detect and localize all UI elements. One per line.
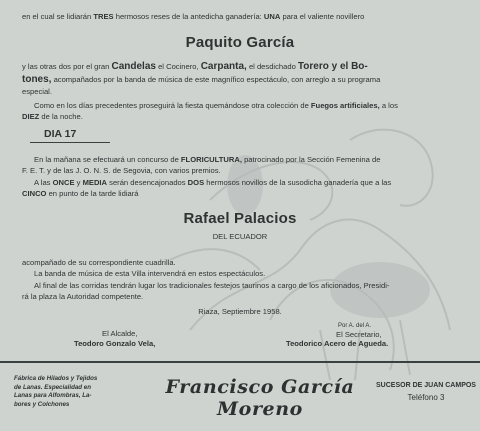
secretary-name: Teodorico Acero de Agueda. xyxy=(286,339,389,348)
para1-line2: tones, acompañados por la banda de música de este magnífico espectáculo, con arreglo a su programa xyxy=(22,74,381,85)
torero-origin: DEL ECUADOR xyxy=(212,232,268,241)
para1-line1: y las otras dos por el gran Candelas el Cocinero, Carpanta, el desdichado Torero y el Bo- xyxy=(22,61,368,72)
day-heading-rule xyxy=(30,142,110,143)
day-17-heading: DIA 17 xyxy=(44,128,77,140)
secretary-pre: Por A. del A. xyxy=(338,323,372,329)
para1-line3: especial. xyxy=(22,87,52,96)
para1-line5: DIEZ de la noche. xyxy=(22,112,83,121)
torero-name-paquito: Paquito García xyxy=(185,34,295,51)
mayor-name: Teodoro Gonzalo Vela, xyxy=(74,339,156,348)
para1-line4: Como en los días precedentes proseguirá la fiesta quemándose otra colección de Fuegos artificiales, a los xyxy=(34,101,398,110)
para2-line2: F. E. T. y de las J. O. N. S. de Segovia, con varios premios. xyxy=(22,166,221,175)
para2-line3: A las ONCE y MEDIA serán desencajonados DOS hermosos novillos de la susodicha ganadería que a las xyxy=(34,178,392,187)
date-line: Riaza, Septiembre 1958. xyxy=(198,307,282,316)
footer-phone: Teléfono 3 xyxy=(407,393,445,402)
para2-line4: CINCO en punto de la tarde lidiará xyxy=(22,189,139,198)
secretary-title: El Secretario, xyxy=(336,330,382,339)
footer-brand-name: Francisco García Moreno xyxy=(165,376,355,420)
para3-line1: acompañado de su correspondiente cuadrilla. xyxy=(22,258,176,267)
torero-name-rafael: Rafael Palacios xyxy=(183,210,297,227)
para3-line3: Al final de las corridas tendrán lugar los tradicionales festejos taurinos a cargo de los aficionados, Presidi- xyxy=(34,281,390,290)
para3-line2: La banda de música de esta Villa intervendrá en estos espectáculos. xyxy=(34,269,266,278)
intro-line: en el cual se lidiarán TRES hermosos reses de la antedicha ganadería: UNA para el valiente novillero xyxy=(22,12,365,21)
para3-line4: rá la plaza la Autoridad competente. xyxy=(22,292,144,301)
footer-rule xyxy=(0,361,480,363)
footer-company-description: Fábrica de Hilados y Tejidos de Lanas. Especialidad en Lanas para Alfombras, La- bores y Colchones xyxy=(14,375,98,408)
footer-successor: SUCESOR DE JUAN CAMPOS xyxy=(376,382,476,389)
para2-line1: En la mañana se efectuará un concurso de FLORICULTURA, patrocinado por la Sección Femenina de xyxy=(34,155,381,164)
bullfight-watermark-illustration xyxy=(150,80,470,380)
footer-contact xyxy=(376,380,476,404)
mayor-title: El Alcalde, xyxy=(102,329,138,338)
